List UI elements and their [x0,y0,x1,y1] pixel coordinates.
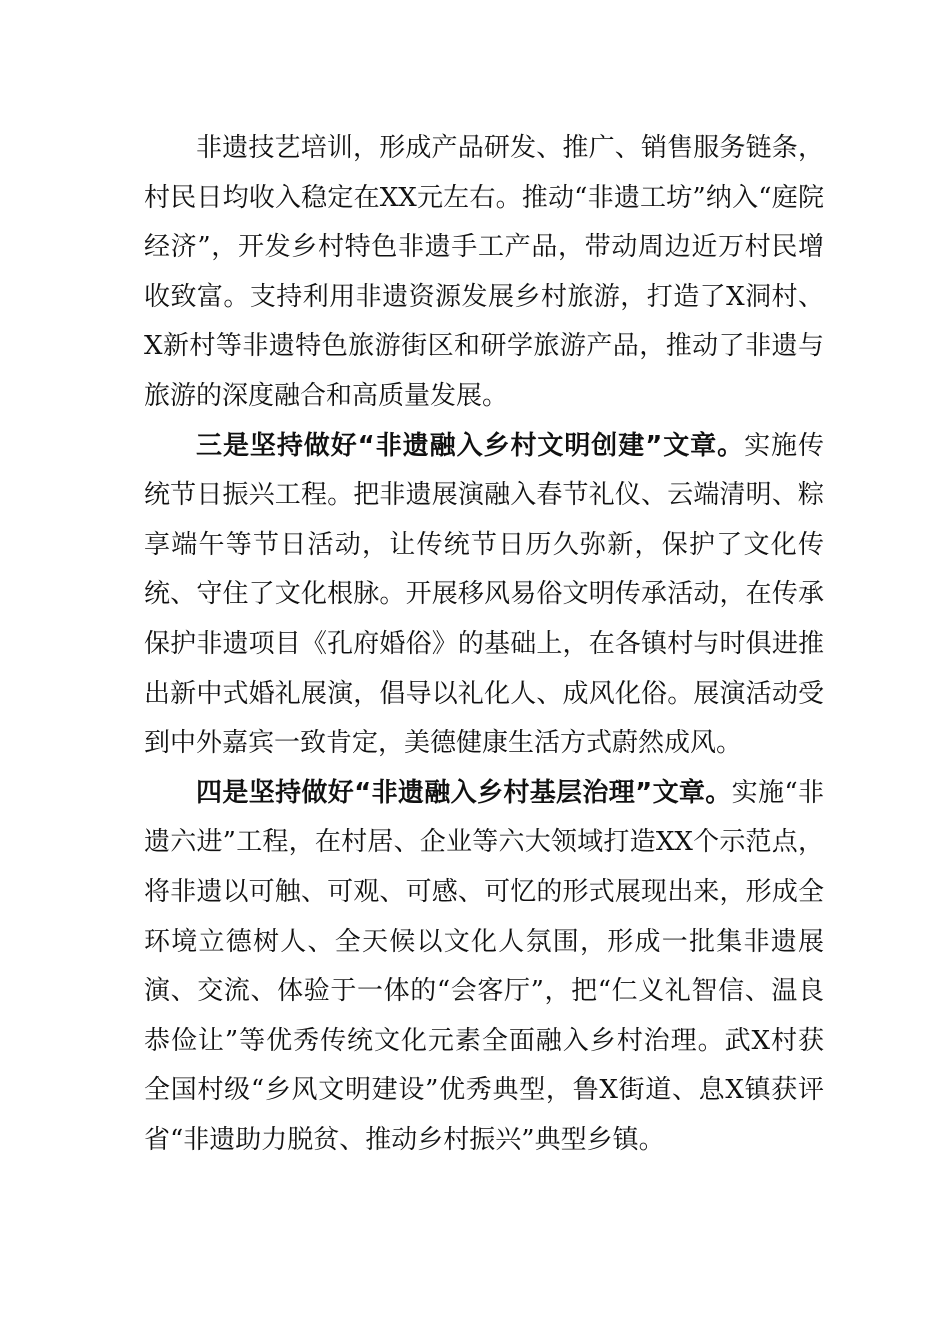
paragraph-3-lead: 四是坚持做好“非遗融入乡村基层治理”文章。 [196,777,732,808]
paragraph-3 [144,769,824,1166]
paragraph-1-text: 非遗技艺培训，形成产品研发、推广、销售服务链条，村民日均收入稳定在XX元左右。推动“非遗工坊”纳入“庭院经济”，开发乡村特色非遗手工产品，带动周边近万村民增收致富。支持利用非遗资源发展乡村旅游，打造了X洞村、X新村等非遗特色旅游街区和研学旅游产品，推动了非遗与旅游的深度融合和高质量发展。 [144,133,824,411]
paragraph-3-text: 实施“非遗六进”工程，在村居、企业等六大领域打造XX个示范点，将非遗以可触、可观、可感、可忆的形式展现出来，形成全环境立德树人、全天候以文化人氛围，形成一批集非遗展演、交流、体验于一体的“会客厅”，把“仁义礼智信、温良恭俭让”等优秀传统文化元素全面融入乡村治理。武X村获全国村级“乡风文明建设”优秀典型，鲁X街道、息X镇获评省“非遗助力脱贫、推动乡村振兴”典型乡镇。 [144,777,824,1155]
paragraph-1 [144,124,824,422]
paragraph-2-text: 实施传统节日振兴工程。把非遗展演融入春节礼仪、云端清明、粽享端午等节日活动，让传统节日历久弥新，保护了文化传统、守住了文化根脉。开展移风易俗文明传承活动，在传承保护非遗项目《孔府婚俗》的基础上，在各镇村与时俱进推出新中式婚礼展演，倡导以礼化人、成风化俗。展演活动受到中外嘉宾一致肯定，美德健康生活方式蔚然成风。 [144,430,824,759]
paragraph-2-lead: 三是坚持做好“非遗融入乡村文明创建”文章。 [196,430,745,461]
paragraph-2 [144,422,824,769]
document-body [144,124,824,1165]
